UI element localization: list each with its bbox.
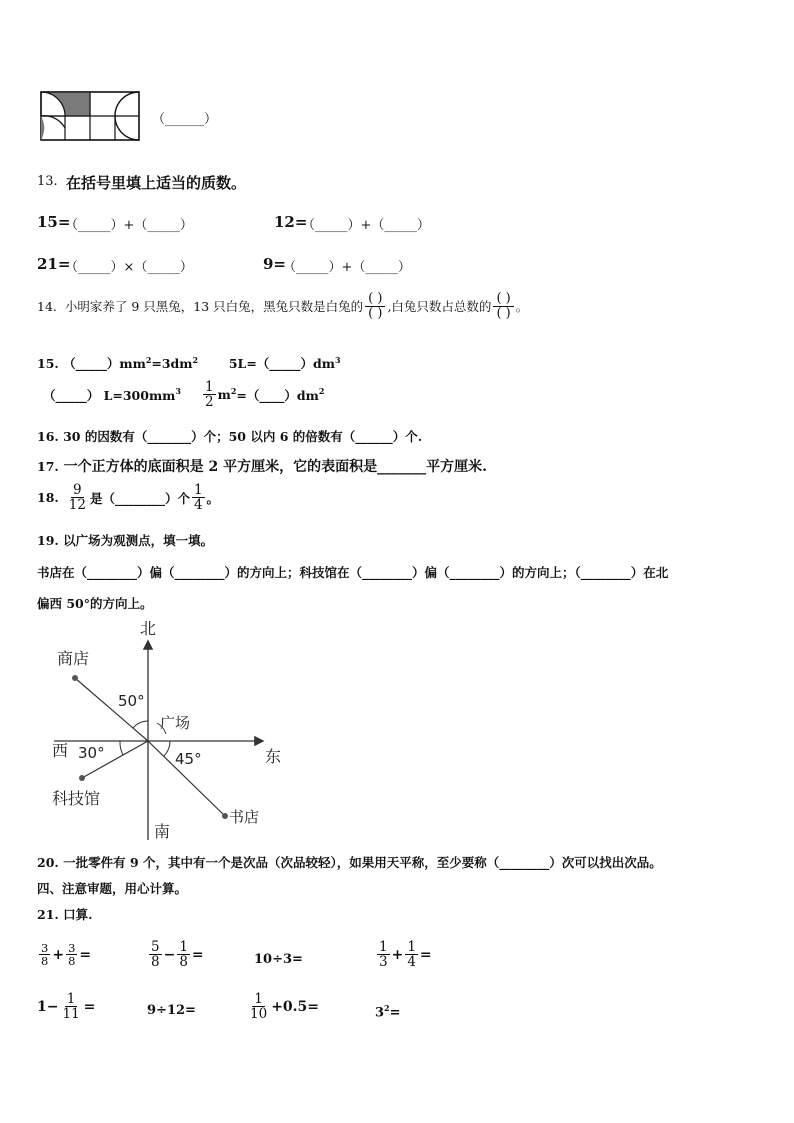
center-label: 广场 (160, 714, 191, 732)
calc-h-sup: 2 (384, 1003, 390, 1013)
calc-b-op: − (163, 946, 176, 963)
angle-label-50: 50° (118, 692, 145, 710)
calc-e (37, 992, 95, 1021)
calc-e-frac: $\frac{1}{11}$ (62, 991, 80, 1023)
angle-label-45: 45° (175, 750, 202, 768)
q15-half-fraction: $\frac{1}{2}$ (205, 379, 214, 411)
q17-text: 一个正方体的底面积是 2 平方厘米，它的表面积是_______平方厘米. (63, 459, 487, 475)
calc-b (147, 940, 204, 969)
q15-ml-blank: （_____） L=300mm (43, 387, 176, 403)
q18-line (37, 483, 219, 512)
calc-g-frac: $\frac{1}{10}$ (250, 991, 268, 1023)
q15-m2: m (217, 387, 231, 403)
q14-text1: 小明家养了 9 只黑兔，13 只白兔，黑兔只数是白兔的 (64, 299, 364, 315)
calc-b-frac1: $\frac{5}{8}$ (151, 939, 160, 971)
q13-number: 13. (37, 174, 58, 189)
q14-text3: 。 (515, 299, 529, 315)
calc-a-op: + (52, 946, 65, 963)
shop-label: 商店 (57, 649, 90, 668)
q15-sup-3: 3 (335, 354, 341, 365)
q13-line3-lhs: 21= (37, 255, 71, 273)
q13-line2-expr: （_____）+（_____） (302, 218, 430, 233)
q14-fraction-blank-2: $\frac{( )}{( )}$ (493, 292, 513, 320)
q13-line1-expr: （_____）+（_____） (65, 218, 193, 233)
q17-number: 17. (37, 459, 59, 474)
q16-text: 30 的因数有（_______）个；50 以内 6 的倍数有（______）个. (63, 429, 423, 444)
tech-label: 科技馆 (52, 789, 101, 808)
top-figure-blank: （______） (152, 112, 218, 127)
q17-line (37, 456, 487, 476)
q18-fraction-9-12: $\frac{9}{12}$ (68, 482, 86, 514)
q15-liters-blank: 5L=（_____）dm (228, 356, 336, 371)
top-figure (40, 91, 142, 147)
tech-point (79, 775, 85, 781)
q15-number: 15. (37, 356, 59, 371)
q19-line1: 书店在（________）偏（________）的方向上；科技馆在（________）偏（________）的方向上；（________）在北 (37, 565, 669, 580)
west-label: 西 (52, 741, 69, 760)
q13-line4-expr: （_____）+（_____） (283, 260, 411, 275)
q15-sup-5: 2 (230, 386, 237, 396)
north-label: 北 (140, 619, 157, 638)
q19-line2: 偏西 50°的方向上。 (37, 596, 153, 611)
q15-mm2-blank: （_____）mm (63, 356, 146, 371)
q18-text: 是（________）个 (89, 490, 190, 506)
q19-number: 19. (37, 533, 59, 548)
east-label: 东 (265, 747, 282, 766)
calc-b-eq: = (191, 946, 204, 963)
bookstore-point (222, 813, 228, 819)
q20-text: 一批零件有 9 个，其中有一个是次品（次品较轻），如果用天平称，至少要称（________）次可以找出次品。 (63, 855, 662, 870)
angle-arc-45 (164, 741, 170, 756)
calc-g-post: +0.5= (271, 998, 320, 1015)
q15-sup-4: 3 (175, 386, 181, 396)
calc-a-frac1: $\frac{3}{8}$ (41, 941, 49, 969)
calc-d-frac1: $\frac{1}{3}$ (379, 939, 388, 971)
q15-eq-dm2: =3dm (151, 356, 193, 371)
q18-end: 。 (206, 490, 220, 506)
calc-h-base: 3 (375, 1005, 385, 1021)
calc-c: 10÷3= (254, 952, 303, 967)
q21-title: 口算. (63, 907, 93, 922)
q15-line2 (43, 380, 324, 409)
shop-point (72, 675, 78, 681)
calc-d (375, 940, 432, 969)
q13-line4-lhs: 9= (263, 255, 287, 273)
q15-line1 (37, 354, 341, 372)
q20-line (37, 853, 662, 871)
shaded-grid-figure (40, 91, 142, 143)
calc-b-frac2: $\frac{1}{8}$ (179, 939, 188, 971)
q19-title-line (37, 531, 213, 549)
q15-dm2-blank: =（____）dm (236, 387, 319, 403)
calc-a-frac2: $\frac{3}{8}$ (68, 941, 76, 969)
q13-title: 在括号里填上适当的质数。 (66, 174, 247, 192)
angle-arc-30 (120, 741, 123, 755)
section4-title: 四、注意审题，用心计算。 (37, 881, 188, 896)
q20-number: 20. (37, 855, 59, 870)
q15-sup-1: 2 (145, 354, 152, 365)
q14-number: 14. (37, 298, 57, 314)
q13-line2-lhs: 12= (274, 213, 308, 231)
calc-a-eq: = (79, 946, 92, 963)
calc-a (37, 942, 91, 967)
angle-arc-50 (133, 721, 148, 728)
q16-number: 16. (37, 429, 59, 444)
angle-label-30: 30° (78, 744, 105, 762)
calc-e-eq: = (83, 998, 96, 1015)
south-label: 南 (154, 822, 171, 841)
q19-title: 以广场为观测点，填一填。 (63, 533, 214, 548)
q21-title-line (37, 905, 92, 923)
q14-fraction-blank-1: $\frac{( )}{( )}$ (365, 292, 385, 320)
q15-sup-2: 2 (192, 354, 199, 365)
q13-line3-expr: （_____）×（_____） (65, 260, 193, 275)
calc-e-pre: 1− (37, 998, 59, 1015)
bookstore-label: 书店 (229, 808, 260, 826)
q13-line1-lhs: 15= (37, 213, 71, 231)
calc-d-op: + (391, 946, 404, 963)
q21-number: 21. (37, 907, 59, 922)
calc-g (246, 992, 319, 1021)
q14-text2: ,白兔只数占总数的 (387, 299, 492, 315)
q16-line (37, 427, 422, 445)
calc-d-frac2: $\frac{1}{4}$ (407, 939, 416, 971)
q15-sup-6: 2 (318, 386, 325, 396)
calc-d-eq: = (419, 946, 432, 963)
calc-f: 9÷12= (147, 1003, 196, 1018)
q18-fraction-1-4: $\frac{1}{4}$ (193, 482, 203, 514)
calc-h-eq: = (389, 1005, 401, 1021)
compass-diagram (40, 616, 300, 846)
q18-number: 18. (37, 490, 59, 506)
q14-line (37, 292, 528, 320)
calc-h (375, 1003, 401, 1020)
